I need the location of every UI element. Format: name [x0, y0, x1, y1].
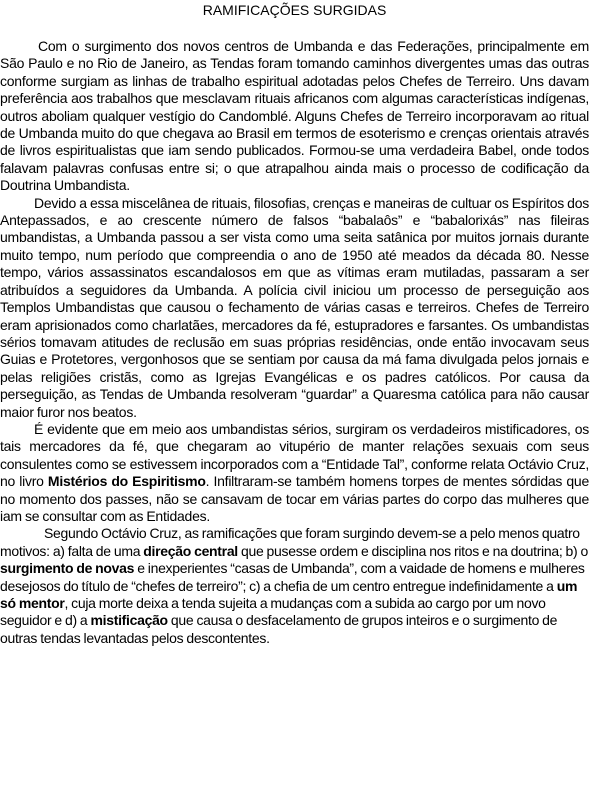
emphasis-surgimento-de-novas: surgimento de novas [0, 560, 135, 577]
paragraph-1-text: Com o surgimento dos novos centros de Umbanda e das Federações, principalmente em São Paulo e no Rio de Janeiro, as Tendas foram tomando caminhos divergentes umas das outras conforme surgiam as linhas de trabalho espiritual adotadas pelos Chefes de Terreiro. Uns davam preferência aos trabalhos que mesclavam rituais africanos com algumas características indígenas, outros aboliam qualquer vestígio do Candomblé. Alguns Chefes de Terreiro incorporavam ao ritual de Umbanda muito do que chegava ao Brasil em termos de esoterismo e crenças orientais através de livros espiritualistas que iam sendo publicados. Formou-se uma verdadeira Babel, onde todos falavam palavras confusas entre si; o que atrapalhou ainda mais o processo de codificação da Doutrina Umbandista. [0, 38, 589, 194]
paragraph-4-text-a: Segundo Octávio Cruz, as ramificações que foram surgindo devem-se a pelo menos quatro motivos: a) falta de uma [0, 525, 580, 559]
paragraph-3-text-b: . Infiltraram-se também homens torpes de mentes sórdidas que no momento dos passes, não se cansavam de tocar em várias partes do corpo das mulheres que iam se consultar com as Entidades. [0, 473, 589, 524]
paragraph-2-text: Devido a essa miscelânea de rituais, filosofias, crenças e maneiras de cultuar os Espíritos dos Antepassados, e ao crescente número de falsos “babalaôs” e “babalorixás” nas fileiras umbandistas, a Umbanda passou a ser vista como uma seita satânica por muitos jornais durante muito tempo, num período que compreendia o ano de 1950 até meados da década 80. Nesse tempo, vários assassinatos escandalosos em que as vítimas eram mutiladas, passaram a ser atribuídos a seguidores da Umbanda. A polícia civil iniciou um processo de perseguição aos Templos Umbandistas que causou o fechamento de várias casas e terreiros. Chefes de Terreiro eram aprisionados como charlatães, mercadores da fé, estupradores e farsantes. Os umbandistas sérios tomavam atitudes de reclusão em suas próprias residências, onde então invocavam seus Guias e Protetores, vergonhosos que se sentiam por causa da má fama divulgada pelos jornais e pelas religiões cristãs, como as Igrejas Evangélicas e os padres católicos. Por causa da perseguição, as Tendas de Umbanda resolveram “guardar” a Quaresma católica para não causar maior furor nos beatos. [0, 194, 589, 420]
paragraph-3-text-a: É evidente que em meio aos umbandistas sérios, surgiram os verdadeiros mistificadores, os tais mercadores da fé, que chegaram ao vitupério de manter relações sexuais com seus consulentes como se estivessem incorporados com a “Entidade Tal”, conforme relata Octávio Cruz, no livro [0, 420, 589, 490]
book-title-misterios-do-espiritismo: Mistérios do Espiritismo [47, 473, 206, 490]
paragraph-4-text-e: que causa o desfacelamento de grupos inteiros e o surgimento de outras tendas levantadas pelos descontentes. [0, 612, 558, 646]
emphasis-direcao-central: direção central [143, 542, 238, 559]
paragraph-4-text-d: , cuja morte deixa a tenda sujeita a mudanças com a subida ao cargo por um novo seguidor e d) a [0, 595, 546, 629]
paragraph-2 [0, 195, 589, 421]
paragraph-4 [0, 525, 589, 647]
document-title: RAMIFICAÇÕES SURGIDAS [202, 2, 387, 18]
paragraph-4-text-c: e inexperientes “casas de Umbanda”, com a vaidade de homens e mulheres desejosos do título de “chefes de terreiro”; c) a chefia de um centro entregue indefinidamente a [0, 560, 585, 594]
paragraph-3 [0, 421, 589, 525]
paragraph-4-text-b: que pusesse ordem e disciplina nos ritos e na doutrina; b) o [237, 542, 588, 559]
paragraph-1 [0, 38, 589, 195]
emphasis-um-so-mentor: um só mentor [0, 577, 578, 611]
emphasis-mistificacao: mistificação [90, 612, 168, 629]
